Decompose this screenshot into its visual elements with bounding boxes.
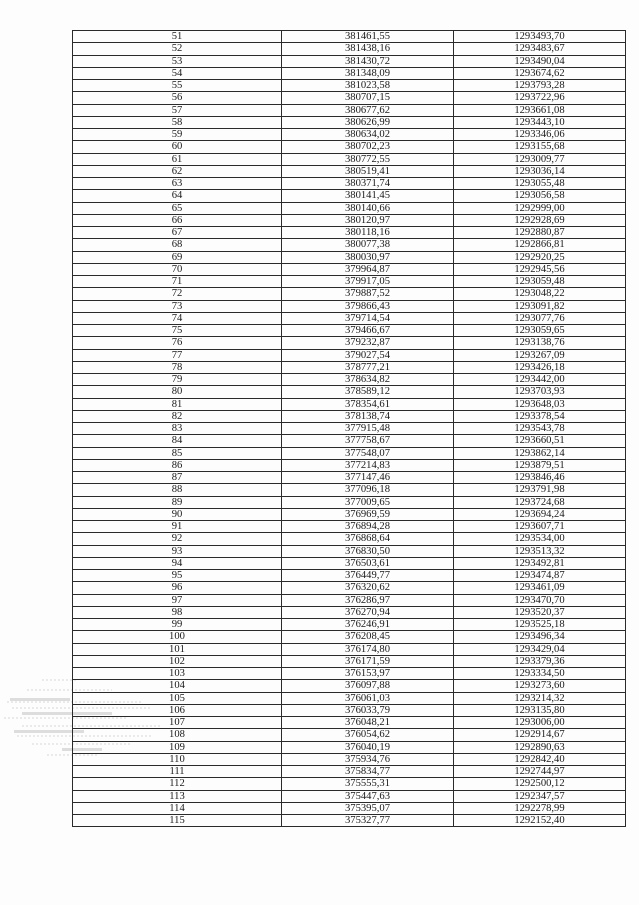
y-coordinate-cell: 1293534,00 bbox=[454, 533, 626, 545]
point-number-cell: 110 bbox=[73, 753, 282, 765]
point-number-cell: 86 bbox=[73, 459, 282, 471]
y-coordinate-cell: 1293525,18 bbox=[454, 619, 626, 631]
table-row bbox=[73, 545, 626, 557]
point-number-cell: 84 bbox=[73, 435, 282, 447]
table-row bbox=[73, 55, 626, 67]
table-row bbox=[73, 729, 626, 741]
table-row bbox=[73, 606, 626, 618]
table-row bbox=[73, 325, 626, 337]
table-row bbox=[73, 472, 626, 484]
x-coordinate-cell: 377915,48 bbox=[282, 423, 454, 435]
y-coordinate-cell: 1292890,63 bbox=[454, 741, 626, 753]
y-coordinate-cell: 1293426,18 bbox=[454, 361, 626, 373]
point-number-cell: 72 bbox=[73, 288, 282, 300]
coordinates-table-body bbox=[73, 31, 626, 827]
y-coordinate-cell: 1293648,03 bbox=[454, 398, 626, 410]
x-coordinate-cell: 376061,03 bbox=[282, 692, 454, 704]
table-row bbox=[73, 337, 626, 349]
point-number-cell: 106 bbox=[73, 704, 282, 716]
point-number-cell: 90 bbox=[73, 508, 282, 520]
point-number-cell: 111 bbox=[73, 766, 282, 778]
table-row bbox=[73, 533, 626, 545]
table-row bbox=[73, 227, 626, 239]
x-coordinate-cell: 379466,67 bbox=[282, 325, 454, 337]
y-coordinate-cell: 1292866,81 bbox=[454, 239, 626, 251]
x-coordinate-cell: 380030,97 bbox=[282, 251, 454, 263]
table-row bbox=[73, 288, 626, 300]
x-coordinate-cell: 376208,45 bbox=[282, 631, 454, 643]
table-row bbox=[73, 153, 626, 165]
point-number-cell: 57 bbox=[73, 104, 282, 116]
y-coordinate-cell: 1293077,76 bbox=[454, 312, 626, 324]
table-row bbox=[73, 178, 626, 190]
point-number-cell: 56 bbox=[73, 92, 282, 104]
x-coordinate-cell: 381348,09 bbox=[282, 67, 454, 79]
table-row bbox=[73, 692, 626, 704]
y-coordinate-cell: 1293214,32 bbox=[454, 692, 626, 704]
y-coordinate-cell: 1293520,37 bbox=[454, 606, 626, 618]
y-coordinate-cell: 1293846,46 bbox=[454, 472, 626, 484]
point-number-cell: 81 bbox=[73, 398, 282, 410]
table-row bbox=[73, 398, 626, 410]
x-coordinate-cell: 375327,77 bbox=[282, 815, 454, 827]
point-number-cell: 88 bbox=[73, 484, 282, 496]
y-coordinate-cell: 1293674,62 bbox=[454, 67, 626, 79]
x-coordinate-cell: 376270,94 bbox=[282, 606, 454, 618]
point-number-cell: 102 bbox=[73, 655, 282, 667]
table-row bbox=[73, 459, 626, 471]
table-row bbox=[73, 435, 626, 447]
y-coordinate-cell: 1293138,76 bbox=[454, 337, 626, 349]
point-number-cell: 97 bbox=[73, 594, 282, 606]
table-row bbox=[73, 386, 626, 398]
y-coordinate-cell: 1292152,40 bbox=[454, 815, 626, 827]
y-coordinate-cell: 1293483,67 bbox=[454, 43, 626, 55]
y-coordinate-cell: 1293055,48 bbox=[454, 178, 626, 190]
point-number-cell: 61 bbox=[73, 153, 282, 165]
x-coordinate-cell: 379714,54 bbox=[282, 312, 454, 324]
table-row bbox=[73, 67, 626, 79]
x-coordinate-cell: 379887,52 bbox=[282, 288, 454, 300]
point-number-cell: 74 bbox=[73, 312, 282, 324]
x-coordinate-cell: 376174,80 bbox=[282, 643, 454, 655]
y-coordinate-cell: 1293009,77 bbox=[454, 153, 626, 165]
table-row bbox=[73, 239, 626, 251]
x-coordinate-cell: 379964,87 bbox=[282, 263, 454, 275]
point-number-cell: 58 bbox=[73, 116, 282, 128]
point-number-cell: 82 bbox=[73, 410, 282, 422]
table-row bbox=[73, 300, 626, 312]
coordinates-table bbox=[72, 30, 626, 827]
table-row bbox=[73, 668, 626, 680]
point-number-cell: 104 bbox=[73, 680, 282, 692]
table-row bbox=[73, 374, 626, 386]
y-coordinate-cell: 1293496,34 bbox=[454, 631, 626, 643]
table-row bbox=[73, 815, 626, 827]
x-coordinate-cell: 376868,64 bbox=[282, 533, 454, 545]
point-number-cell: 68 bbox=[73, 239, 282, 251]
x-coordinate-cell: 377758,67 bbox=[282, 435, 454, 447]
y-coordinate-cell: 1293660,51 bbox=[454, 435, 626, 447]
x-coordinate-cell: 376040,19 bbox=[282, 741, 454, 753]
point-number-cell: 107 bbox=[73, 717, 282, 729]
x-coordinate-cell: 376830,50 bbox=[282, 545, 454, 557]
point-number-cell: 92 bbox=[73, 533, 282, 545]
table-row bbox=[73, 508, 626, 520]
y-coordinate-cell: 1292928,69 bbox=[454, 214, 626, 226]
table-row bbox=[73, 410, 626, 422]
x-coordinate-cell: 380077,38 bbox=[282, 239, 454, 251]
x-coordinate-cell: 376320,62 bbox=[282, 582, 454, 594]
x-coordinate-cell: 379866,43 bbox=[282, 300, 454, 312]
table-row bbox=[73, 753, 626, 765]
y-coordinate-cell: 1293443,10 bbox=[454, 116, 626, 128]
point-number-cell: 99 bbox=[73, 619, 282, 631]
x-coordinate-cell: 380140,66 bbox=[282, 202, 454, 214]
point-number-cell: 66 bbox=[73, 214, 282, 226]
point-number-cell: 62 bbox=[73, 165, 282, 177]
point-number-cell: 53 bbox=[73, 55, 282, 67]
point-number-cell: 71 bbox=[73, 276, 282, 288]
table-row bbox=[73, 92, 626, 104]
table-row bbox=[73, 116, 626, 128]
x-coordinate-cell: 380626,99 bbox=[282, 116, 454, 128]
x-coordinate-cell: 375555,31 bbox=[282, 778, 454, 790]
point-number-cell: 52 bbox=[73, 43, 282, 55]
y-coordinate-cell: 1293378,54 bbox=[454, 410, 626, 422]
table-row bbox=[73, 741, 626, 753]
table-row bbox=[73, 790, 626, 802]
y-coordinate-cell: 1293059,65 bbox=[454, 325, 626, 337]
point-number-cell: 103 bbox=[73, 668, 282, 680]
table-row bbox=[73, 80, 626, 92]
x-coordinate-cell: 380120,97 bbox=[282, 214, 454, 226]
point-number-cell: 67 bbox=[73, 227, 282, 239]
y-coordinate-cell: 1293724,68 bbox=[454, 496, 626, 508]
x-coordinate-cell: 376054,62 bbox=[282, 729, 454, 741]
table-row bbox=[73, 557, 626, 569]
x-coordinate-cell: 380634,02 bbox=[282, 129, 454, 141]
x-coordinate-cell: 376286,97 bbox=[282, 594, 454, 606]
x-coordinate-cell: 380707,15 bbox=[282, 92, 454, 104]
y-coordinate-cell: 1293461,09 bbox=[454, 582, 626, 594]
y-coordinate-cell: 1293492,81 bbox=[454, 557, 626, 569]
x-coordinate-cell: 376171,59 bbox=[282, 655, 454, 667]
y-coordinate-cell: 1292278,99 bbox=[454, 802, 626, 814]
point-number-cell: 114 bbox=[73, 802, 282, 814]
point-number-cell: 69 bbox=[73, 251, 282, 263]
point-number-cell: 91 bbox=[73, 521, 282, 533]
y-coordinate-cell: 1293694,24 bbox=[454, 508, 626, 520]
point-number-cell: 105 bbox=[73, 692, 282, 704]
y-coordinate-cell: 1293607,71 bbox=[454, 521, 626, 533]
point-number-cell: 98 bbox=[73, 606, 282, 618]
table-row bbox=[73, 202, 626, 214]
point-number-cell: 85 bbox=[73, 447, 282, 459]
table-row bbox=[73, 31, 626, 43]
y-coordinate-cell: 1292920,25 bbox=[454, 251, 626, 263]
point-number-cell: 96 bbox=[73, 582, 282, 594]
point-number-cell: 79 bbox=[73, 374, 282, 386]
y-coordinate-cell: 1292880,87 bbox=[454, 227, 626, 239]
x-coordinate-cell: 378354,61 bbox=[282, 398, 454, 410]
x-coordinate-cell: 380702,23 bbox=[282, 141, 454, 153]
point-number-cell: 77 bbox=[73, 349, 282, 361]
table-row bbox=[73, 704, 626, 716]
x-coordinate-cell: 380141,45 bbox=[282, 190, 454, 202]
table-row bbox=[73, 165, 626, 177]
point-number-cell: 76 bbox=[73, 337, 282, 349]
point-number-cell: 89 bbox=[73, 496, 282, 508]
table-row bbox=[73, 190, 626, 202]
y-coordinate-cell: 1293722,96 bbox=[454, 92, 626, 104]
table-row bbox=[73, 521, 626, 533]
point-number-cell: 64 bbox=[73, 190, 282, 202]
x-coordinate-cell: 376097,88 bbox=[282, 680, 454, 692]
x-coordinate-cell: 375447,63 bbox=[282, 790, 454, 802]
table-row bbox=[73, 570, 626, 582]
x-coordinate-cell: 378777,21 bbox=[282, 361, 454, 373]
y-coordinate-cell: 1292744,97 bbox=[454, 766, 626, 778]
x-coordinate-cell: 379232,87 bbox=[282, 337, 454, 349]
x-coordinate-cell: 376449,77 bbox=[282, 570, 454, 582]
x-coordinate-cell: 376033,79 bbox=[282, 704, 454, 716]
x-coordinate-cell: 376969,59 bbox=[282, 508, 454, 520]
y-coordinate-cell: 1292500,12 bbox=[454, 778, 626, 790]
table-row bbox=[73, 631, 626, 643]
y-coordinate-cell: 1293056,58 bbox=[454, 190, 626, 202]
x-coordinate-cell: 377214,83 bbox=[282, 459, 454, 471]
point-number-cell: 73 bbox=[73, 300, 282, 312]
point-number-cell: 78 bbox=[73, 361, 282, 373]
table-row bbox=[73, 276, 626, 288]
y-coordinate-cell: 1293862,14 bbox=[454, 447, 626, 459]
table-row bbox=[73, 619, 626, 631]
table-row bbox=[73, 214, 626, 226]
table-row bbox=[73, 104, 626, 116]
y-coordinate-cell: 1293879,51 bbox=[454, 459, 626, 471]
point-number-cell: 51 bbox=[73, 31, 282, 43]
y-coordinate-cell: 1293036,14 bbox=[454, 165, 626, 177]
table-row bbox=[73, 766, 626, 778]
point-number-cell: 113 bbox=[73, 790, 282, 802]
x-coordinate-cell: 381430,72 bbox=[282, 55, 454, 67]
y-coordinate-cell: 1293793,28 bbox=[454, 80, 626, 92]
point-number-cell: 100 bbox=[73, 631, 282, 643]
x-coordinate-cell: 375395,07 bbox=[282, 802, 454, 814]
x-coordinate-cell: 381461,55 bbox=[282, 31, 454, 43]
x-coordinate-cell: 377009,65 bbox=[282, 496, 454, 508]
y-coordinate-cell: 1292842,40 bbox=[454, 753, 626, 765]
point-number-cell: 93 bbox=[73, 545, 282, 557]
table-row bbox=[73, 312, 626, 324]
table-row bbox=[73, 447, 626, 459]
table-row bbox=[73, 423, 626, 435]
y-coordinate-cell: 1293661,08 bbox=[454, 104, 626, 116]
y-coordinate-cell: 1293474,87 bbox=[454, 570, 626, 582]
y-coordinate-cell: 1293135,80 bbox=[454, 704, 626, 716]
x-coordinate-cell: 380677,62 bbox=[282, 104, 454, 116]
y-coordinate-cell: 1293791,98 bbox=[454, 484, 626, 496]
x-coordinate-cell: 377548,07 bbox=[282, 447, 454, 459]
y-coordinate-cell: 1293273,60 bbox=[454, 680, 626, 692]
x-coordinate-cell: 376246,91 bbox=[282, 619, 454, 631]
y-coordinate-cell: 1292945,56 bbox=[454, 263, 626, 275]
y-coordinate-cell: 1293048,22 bbox=[454, 288, 626, 300]
y-coordinate-cell: 1292999,00 bbox=[454, 202, 626, 214]
x-coordinate-cell: 378634,82 bbox=[282, 374, 454, 386]
y-coordinate-cell: 1293334,50 bbox=[454, 668, 626, 680]
x-coordinate-cell: 379027,54 bbox=[282, 349, 454, 361]
point-number-cell: 63 bbox=[73, 178, 282, 190]
table-row bbox=[73, 263, 626, 275]
x-coordinate-cell: 375934,76 bbox=[282, 753, 454, 765]
x-coordinate-cell: 376048,21 bbox=[282, 717, 454, 729]
x-coordinate-cell: 380519,41 bbox=[282, 165, 454, 177]
y-coordinate-cell: 1293490,04 bbox=[454, 55, 626, 67]
table-row bbox=[73, 496, 626, 508]
table-row bbox=[73, 643, 626, 655]
x-coordinate-cell: 381438,16 bbox=[282, 43, 454, 55]
point-number-cell: 65 bbox=[73, 202, 282, 214]
x-coordinate-cell: 380118,16 bbox=[282, 227, 454, 239]
x-coordinate-cell: 379917,05 bbox=[282, 276, 454, 288]
y-coordinate-cell: 1293429,04 bbox=[454, 643, 626, 655]
y-coordinate-cell: 1293442,00 bbox=[454, 374, 626, 386]
y-coordinate-cell: 1293703,93 bbox=[454, 386, 626, 398]
table-row bbox=[73, 129, 626, 141]
point-number-cell: 101 bbox=[73, 643, 282, 655]
table-row bbox=[73, 778, 626, 790]
table-row bbox=[73, 141, 626, 153]
x-coordinate-cell: 375834,77 bbox=[282, 766, 454, 778]
table-row bbox=[73, 802, 626, 814]
x-coordinate-cell: 376153,97 bbox=[282, 668, 454, 680]
point-number-cell: 70 bbox=[73, 263, 282, 275]
table-row bbox=[73, 43, 626, 55]
x-coordinate-cell: 380371,74 bbox=[282, 178, 454, 190]
y-coordinate-cell: 1293513,32 bbox=[454, 545, 626, 557]
point-number-cell: 108 bbox=[73, 729, 282, 741]
x-coordinate-cell: 378589,12 bbox=[282, 386, 454, 398]
point-number-cell: 109 bbox=[73, 741, 282, 753]
x-coordinate-cell: 378138,74 bbox=[282, 410, 454, 422]
table-row bbox=[73, 361, 626, 373]
table-row bbox=[73, 680, 626, 692]
x-coordinate-cell: 376894,28 bbox=[282, 521, 454, 533]
y-coordinate-cell: 1293006,00 bbox=[454, 717, 626, 729]
table-row bbox=[73, 251, 626, 263]
y-coordinate-cell: 1293267,09 bbox=[454, 349, 626, 361]
y-coordinate-cell: 1293091,82 bbox=[454, 300, 626, 312]
y-coordinate-cell: 1292347,57 bbox=[454, 790, 626, 802]
point-number-cell: 87 bbox=[73, 472, 282, 484]
y-coordinate-cell: 1293543,78 bbox=[454, 423, 626, 435]
y-coordinate-cell: 1292914,67 bbox=[454, 729, 626, 741]
point-number-cell: 83 bbox=[73, 423, 282, 435]
table-row bbox=[73, 484, 626, 496]
point-number-cell: 115 bbox=[73, 815, 282, 827]
y-coordinate-cell: 1293470,70 bbox=[454, 594, 626, 606]
x-coordinate-cell: 380772,55 bbox=[282, 153, 454, 165]
x-coordinate-cell: 376503,61 bbox=[282, 557, 454, 569]
table-row bbox=[73, 594, 626, 606]
y-coordinate-cell: 1293059,48 bbox=[454, 276, 626, 288]
x-coordinate-cell: 381023,58 bbox=[282, 80, 454, 92]
point-number-cell: 55 bbox=[73, 80, 282, 92]
point-number-cell: 54 bbox=[73, 67, 282, 79]
table-row bbox=[73, 655, 626, 667]
x-coordinate-cell: 377096,18 bbox=[282, 484, 454, 496]
point-number-cell: 94 bbox=[73, 557, 282, 569]
point-number-cell: 59 bbox=[73, 129, 282, 141]
y-coordinate-cell: 1293155,68 bbox=[454, 141, 626, 153]
point-number-cell: 75 bbox=[73, 325, 282, 337]
y-coordinate-cell: 1293379,36 bbox=[454, 655, 626, 667]
table-row bbox=[73, 717, 626, 729]
table-row bbox=[73, 582, 626, 594]
table-row bbox=[73, 349, 626, 361]
point-number-cell: 60 bbox=[73, 141, 282, 153]
point-number-cell: 95 bbox=[73, 570, 282, 582]
point-number-cell: 112 bbox=[73, 778, 282, 790]
point-number-cell: 80 bbox=[73, 386, 282, 398]
y-coordinate-cell: 1293346,06 bbox=[454, 129, 626, 141]
x-coordinate-cell: 377147,46 bbox=[282, 472, 454, 484]
y-coordinate-cell: 1293493,70 bbox=[454, 31, 626, 43]
